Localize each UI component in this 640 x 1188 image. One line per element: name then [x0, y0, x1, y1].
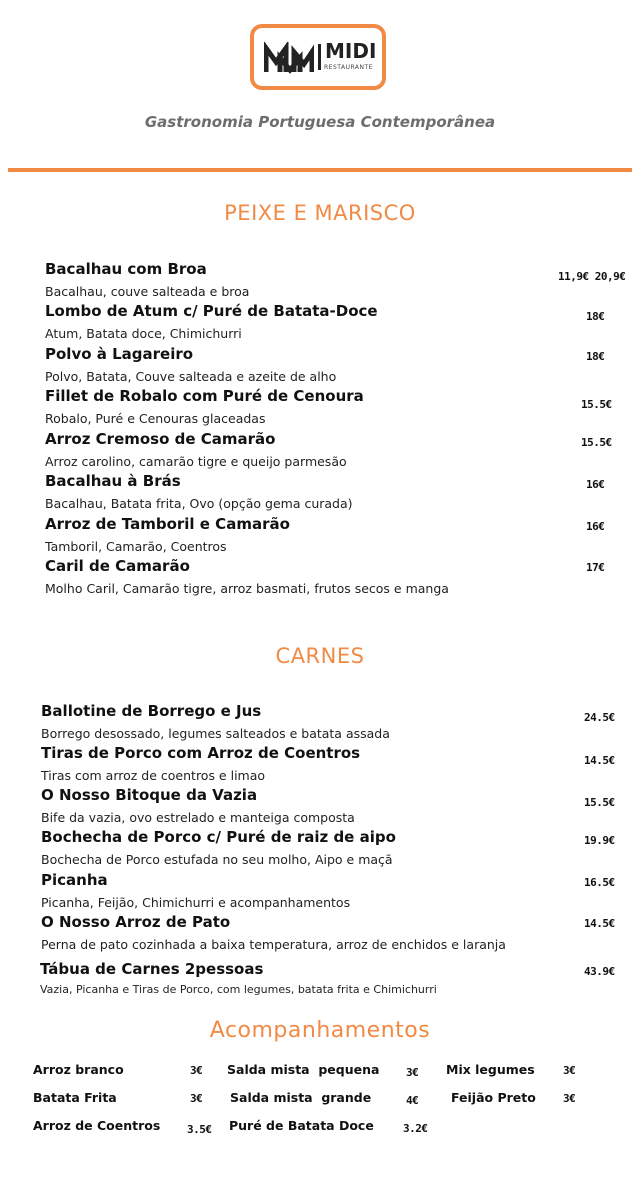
side-item-price: 3€: [190, 1092, 203, 1105]
side-item-price: 3.5€: [187, 1123, 212, 1136]
section-title-carnes: CARNES: [275, 644, 365, 668]
dish-description: Polvo, Batata, Couve salteada e azeite de alho: [45, 369, 337, 384]
dish-description: Bife da vazia, ovo estrelado e manteiga composta: [41, 810, 355, 825]
side-item-label: Feijão Preto: [451, 1090, 536, 1105]
dish-name: Tábua de Carnes 2pessoas: [40, 960, 264, 978]
section-title-peixe: PEIXE E MARISCO: [224, 201, 416, 225]
dish-name: Fillet de Robalo com Puré de Cenoura: [45, 387, 364, 405]
dish-name: Bochecha de Porco c/ Puré de raiz de aipo: [41, 828, 396, 846]
side-item-label: Arroz de Coentros: [33, 1118, 161, 1133]
dish-name: Ballotine de Borrego e Jus: [41, 702, 262, 720]
dish-price: 15.5€: [581, 436, 612, 449]
dish-price: 24.5€: [584, 711, 615, 724]
side-item-price: 3€: [190, 1064, 203, 1077]
side-item-label: Arroz branco: [33, 1062, 124, 1077]
side-item-label: Mix legumes: [446, 1062, 535, 1077]
dish-price: 11,9€ 20,9€: [558, 270, 626, 283]
dish-name: Picanha: [41, 871, 108, 889]
dish-price: 16€: [586, 478, 605, 491]
dish-price: 18€: [586, 350, 605, 363]
dish-price: 43.9€: [584, 965, 615, 978]
dish-name: Arroz de Tamboril e Camarão: [45, 515, 290, 533]
dish-price: 19.9€: [584, 834, 615, 847]
tagline: Gastronomia Portuguesa Contemporânea: [144, 113, 496, 131]
midi-monogram-icon: [264, 42, 314, 74]
side-item-price: 3€: [563, 1092, 576, 1105]
logo-subtitle: RESTAURANTE: [324, 64, 373, 71]
dish-description: Bochecha de Porco estufada no seu molho, Aipo e maçã: [41, 852, 393, 867]
side-item-price: 4€: [406, 1094, 419, 1107]
dish-price: 14.5€: [584, 754, 615, 767]
dish-description: Bacalhau, Batata frita, Ovo (opção gema curada): [45, 496, 353, 511]
dish-description: Perna de pato cozinhada a baixa temperatura, arroz de enchidos e laranja: [41, 937, 506, 952]
dish-description: Borrego desossado, legumes salteados e batata assada: [41, 726, 390, 741]
dish-name: Tiras de Porco com Arroz de Coentros: [41, 744, 361, 762]
dish-description: Tamboril, Camarão, Coentros: [45, 539, 227, 554]
side-item-price: 3.2€: [403, 1122, 428, 1135]
dish-name: Caril de Camarão: [45, 557, 190, 575]
logo-separator: [318, 44, 321, 70]
dish-price: 15.5€: [584, 796, 615, 809]
dish-name: Polvo à Lagareiro: [45, 345, 194, 363]
dish-description: Arroz carolino, camarão tigre e queijo parmesão: [45, 454, 347, 469]
restaurant-logo: [250, 24, 386, 90]
side-item-price: 3€: [563, 1064, 576, 1077]
section-title-acompanhamentos: Acompanhamentos: [209, 1018, 431, 1043]
dish-description: Molho Caril, Camarão tigre, arroz basmati, frutos secos e manga: [45, 581, 449, 596]
dish-description: Picanha, Feijão, Chimichurri e acompanhamentos: [41, 895, 351, 910]
dish-description: Bacalhau, couve salteada e broa: [45, 284, 250, 299]
side-item-label: Salda mista grande: [230, 1090, 372, 1105]
dish-name: Lombo de Atum c/ Puré de Batata-Doce: [45, 302, 378, 320]
dish-description: Tiras com arroz de coentros e limao: [41, 768, 266, 783]
dish-price: 17€: [586, 561, 605, 574]
side-item-label: Puré de Batata Doce: [229, 1118, 374, 1133]
dish-description: Vazia, Picanha e Tiras de Porco, com legumes, batata frita e Chimichurri: [40, 983, 437, 996]
dish-name: Bacalhau à Brás: [45, 472, 181, 490]
side-item-label: Salda mista pequena: [227, 1062, 380, 1077]
dish-price: 16.5€: [584, 876, 615, 889]
dish-name: O Nosso Bitoque da Vazia: [41, 786, 258, 804]
dish-description: Robalo, Puré e Cenouras glaceadas: [45, 411, 266, 426]
dish-price: 15.5€: [581, 398, 612, 411]
dish-name: Arroz Cremoso de Camarão: [45, 430, 276, 448]
dish-price: 16€: [586, 520, 605, 533]
dish-name: O Nosso Arroz de Pato: [41, 913, 231, 931]
dish-name: Bacalhau com Broa: [45, 260, 207, 278]
header-divider: [8, 168, 632, 172]
dish-description: Atum, Batata doce, Chimichurri: [45, 326, 242, 341]
dish-price: 18€: [586, 310, 605, 323]
side-item-label: Batata Frita: [33, 1090, 117, 1105]
dish-price: 14.5€: [584, 917, 615, 930]
side-item-price: 3€: [406, 1066, 419, 1079]
logo-name: MIDI: [325, 39, 377, 63]
